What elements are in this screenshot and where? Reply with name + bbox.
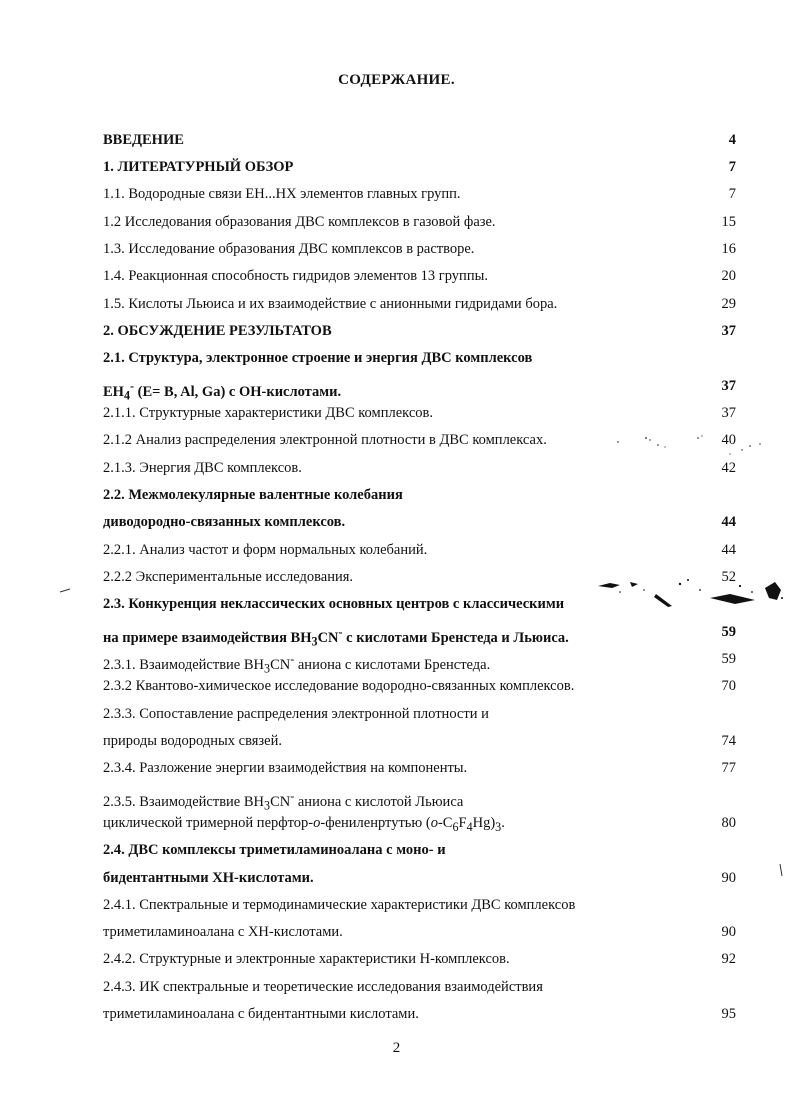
toc-entry [0, 183, 793, 205]
toc-entry [0, 484, 793, 506]
toc-entry [0, 1003, 793, 1025]
toc-entry-page: 7 [728, 159, 736, 175]
toc-entry [0, 839, 793, 861]
toc-entry [0, 539, 793, 561]
toc-entry-title: 2.4. ДВС комплексы триметиламиноалана с моно- и [103, 842, 446, 858]
toc-entry-page: 16 [721, 241, 736, 257]
toc-entry [0, 894, 793, 916]
toc-entry-page: 90 [721, 870, 736, 886]
toc-entry [0, 320, 793, 342]
toc-entry-title: 2.4.1. Спектральные и термодинамические характеристики ДВС комплексов [103, 897, 576, 913]
toc-entry-page: 92 [721, 951, 736, 967]
toc-entry-title: 2.3.3. Сопоставление распределения электронной плотности и [103, 706, 489, 722]
toc-entry [0, 785, 793, 813]
toc-entry-title: 2.1.2 Анализ распределения электронной плотности в ДВС комплексах. [103, 432, 547, 448]
toc-entry-title: $ЕН_4^-$ (E= B, Al, Ga) с ОН-кислотами. [103, 379, 342, 403]
toc-entry-page: 59 [721, 651, 736, 667]
toc-entry-title: 2. ОБСУЖДЕНИЕ РЕЗУЛЬТАТОВ [103, 323, 332, 339]
toc-entry [0, 511, 793, 533]
toc-entry-title: ВВЕДЕНИЕ [103, 132, 184, 148]
toc-entry-title: 2.3.4. Разложение энергии взаимодействия на компоненты. [103, 760, 468, 776]
toc-entry [0, 976, 793, 998]
toc-entry-title: природы водородных связей. [103, 733, 282, 749]
toc-entry-title: триметиламиноалана с ХН-кислотами. [103, 924, 343, 940]
toc-entry-page: 59 [721, 624, 736, 640]
toc-entry [0, 621, 793, 649]
toc-entry-page: 29 [721, 296, 736, 312]
toc-entry [0, 129, 793, 151]
toc-entry-page: 95 [721, 1006, 736, 1022]
toc-entry [0, 238, 793, 260]
toc-entry-page: 37 [721, 405, 736, 421]
toc-entry-title: триметиламиноалана с бидентантными кислотами. [103, 1006, 419, 1022]
toc-entry-page: 37 [721, 378, 736, 394]
toc-entry-page: 44 [721, 514, 736, 530]
toc-entry-title: 2.3.1. Взаимодействие $BH_3CN^-$ аниона с кислотами Бренстеда. [103, 652, 491, 676]
scan-noise-left-mark [58, 586, 78, 596]
toc-entry [0, 948, 793, 970]
toc-entry-title: 2.2. Межмолекулярные валентные колебания [103, 487, 403, 503]
toc-entry-page: 52 [721, 569, 736, 585]
toc-entry-title: 2.3.2 Квантово-химическое исследование водородно-связанных комплексов. [103, 678, 575, 694]
toc-entry-page: 70 [721, 678, 736, 694]
toc-entry [0, 265, 793, 287]
toc-entry-page: 80 [721, 815, 736, 831]
toc-entry-title: циклической тримерной перфтор-o-фениленртутью $(o-C_6F_4Hg)_3$. [103, 815, 505, 834]
toc-entry-title: 2.4.3. ИК спектральные и теоретические исследования взаимодействия [103, 979, 543, 995]
scan-noise-right-mark [776, 862, 788, 882]
toc-entry [0, 156, 793, 178]
toc-entry-title: 1.5. Кислоты Льюиса и их взаимодействие с анионными гидридами бора. [103, 296, 558, 312]
toc-entry [0, 347, 793, 369]
toc-entry-page: 7 [728, 186, 736, 202]
toc-entry-page: 15 [721, 214, 736, 230]
toc-entry-title: 1.4. Реакционная способность гидридов элементов 13 группы. [103, 268, 488, 284]
toc-entry-title: бидентантными ХН-кислотами. [103, 870, 314, 886]
toc-entry [0, 375, 793, 403]
toc-entry [0, 867, 793, 889]
toc-entry-title: 1.3. Исследование образования ДВС комплексов в растворе. [103, 241, 475, 257]
toc-entry-page: 44 [721, 542, 736, 558]
toc-entry-page: 77 [721, 760, 736, 776]
toc-entry-title: 1. ЛИТЕРАТУРНЫЙ ОБЗОР [103, 159, 294, 175]
toc-entry-title: 2.4.2. Структурные и электронные характеристики Н-комплексов. [103, 951, 510, 967]
toc-entry [0, 812, 793, 834]
toc-entry-page: 74 [721, 733, 736, 749]
toc-entry-title: 2.1.3. Энергия ДВС комплексов. [103, 460, 302, 476]
toc-entry [0, 211, 793, 233]
toc-entry [0, 402, 793, 424]
toc-entry [0, 730, 793, 752]
toc-entry-title: на примере взаимодействия $BH_3CN^-$ с кислотами Бренстеда и Льюиса. [103, 625, 569, 649]
toc-entry-title: 2.1.1. Структурные характеристики ДВС комплексов. [103, 405, 433, 421]
toc-entry-title: 2.3. Конкуренция неклассических основных центров с классическими [103, 596, 565, 612]
scan-noise-upper [610, 430, 770, 460]
toc-entry [0, 921, 793, 943]
toc-entry-page: 20 [721, 268, 736, 284]
toc-entry-page: 90 [721, 924, 736, 940]
toc-entry-title: 2.1. Структура, электронное строение и энергия ДВС комплексов [103, 350, 533, 366]
toc-entry-page: 42 [721, 460, 736, 476]
page-number: 2 [392, 1040, 401, 1056]
toc-entry [0, 757, 793, 779]
scan-noise-lower [560, 568, 793, 613]
toc-entry-title: диводородно-связанных комплексов. [103, 514, 346, 530]
toc-entry [0, 457, 793, 479]
toc-entry [0, 675, 793, 697]
toc-entry-title: 1.1. Водородные связи ЕН...НХ элементов главных групп. [103, 186, 461, 202]
page-title: СОДЕРЖАНИЕ. [338, 72, 455, 88]
toc-entry-title: 2.3.5. Взаимодействие $BH_3CN^-$ аниона с кислотой Льюиса [103, 789, 464, 813]
toc-entry-page: 37 [721, 323, 736, 339]
toc-entry-page: 40 [721, 432, 736, 448]
toc-entry-title: 1.2 Исследования образования ДВС комплексов в газовой фазе. [103, 214, 496, 230]
toc-entry-title: 2.2.1. Анализ частот и форм нормальных колебаний. [103, 542, 428, 558]
toc-entry [0, 648, 793, 676]
toc-entry [0, 293, 793, 315]
toc-entry-title: 2.2.2 Экспериментальные исследования. [103, 569, 354, 585]
toc-entry-page: 4 [728, 132, 736, 148]
toc-entry [0, 703, 793, 725]
